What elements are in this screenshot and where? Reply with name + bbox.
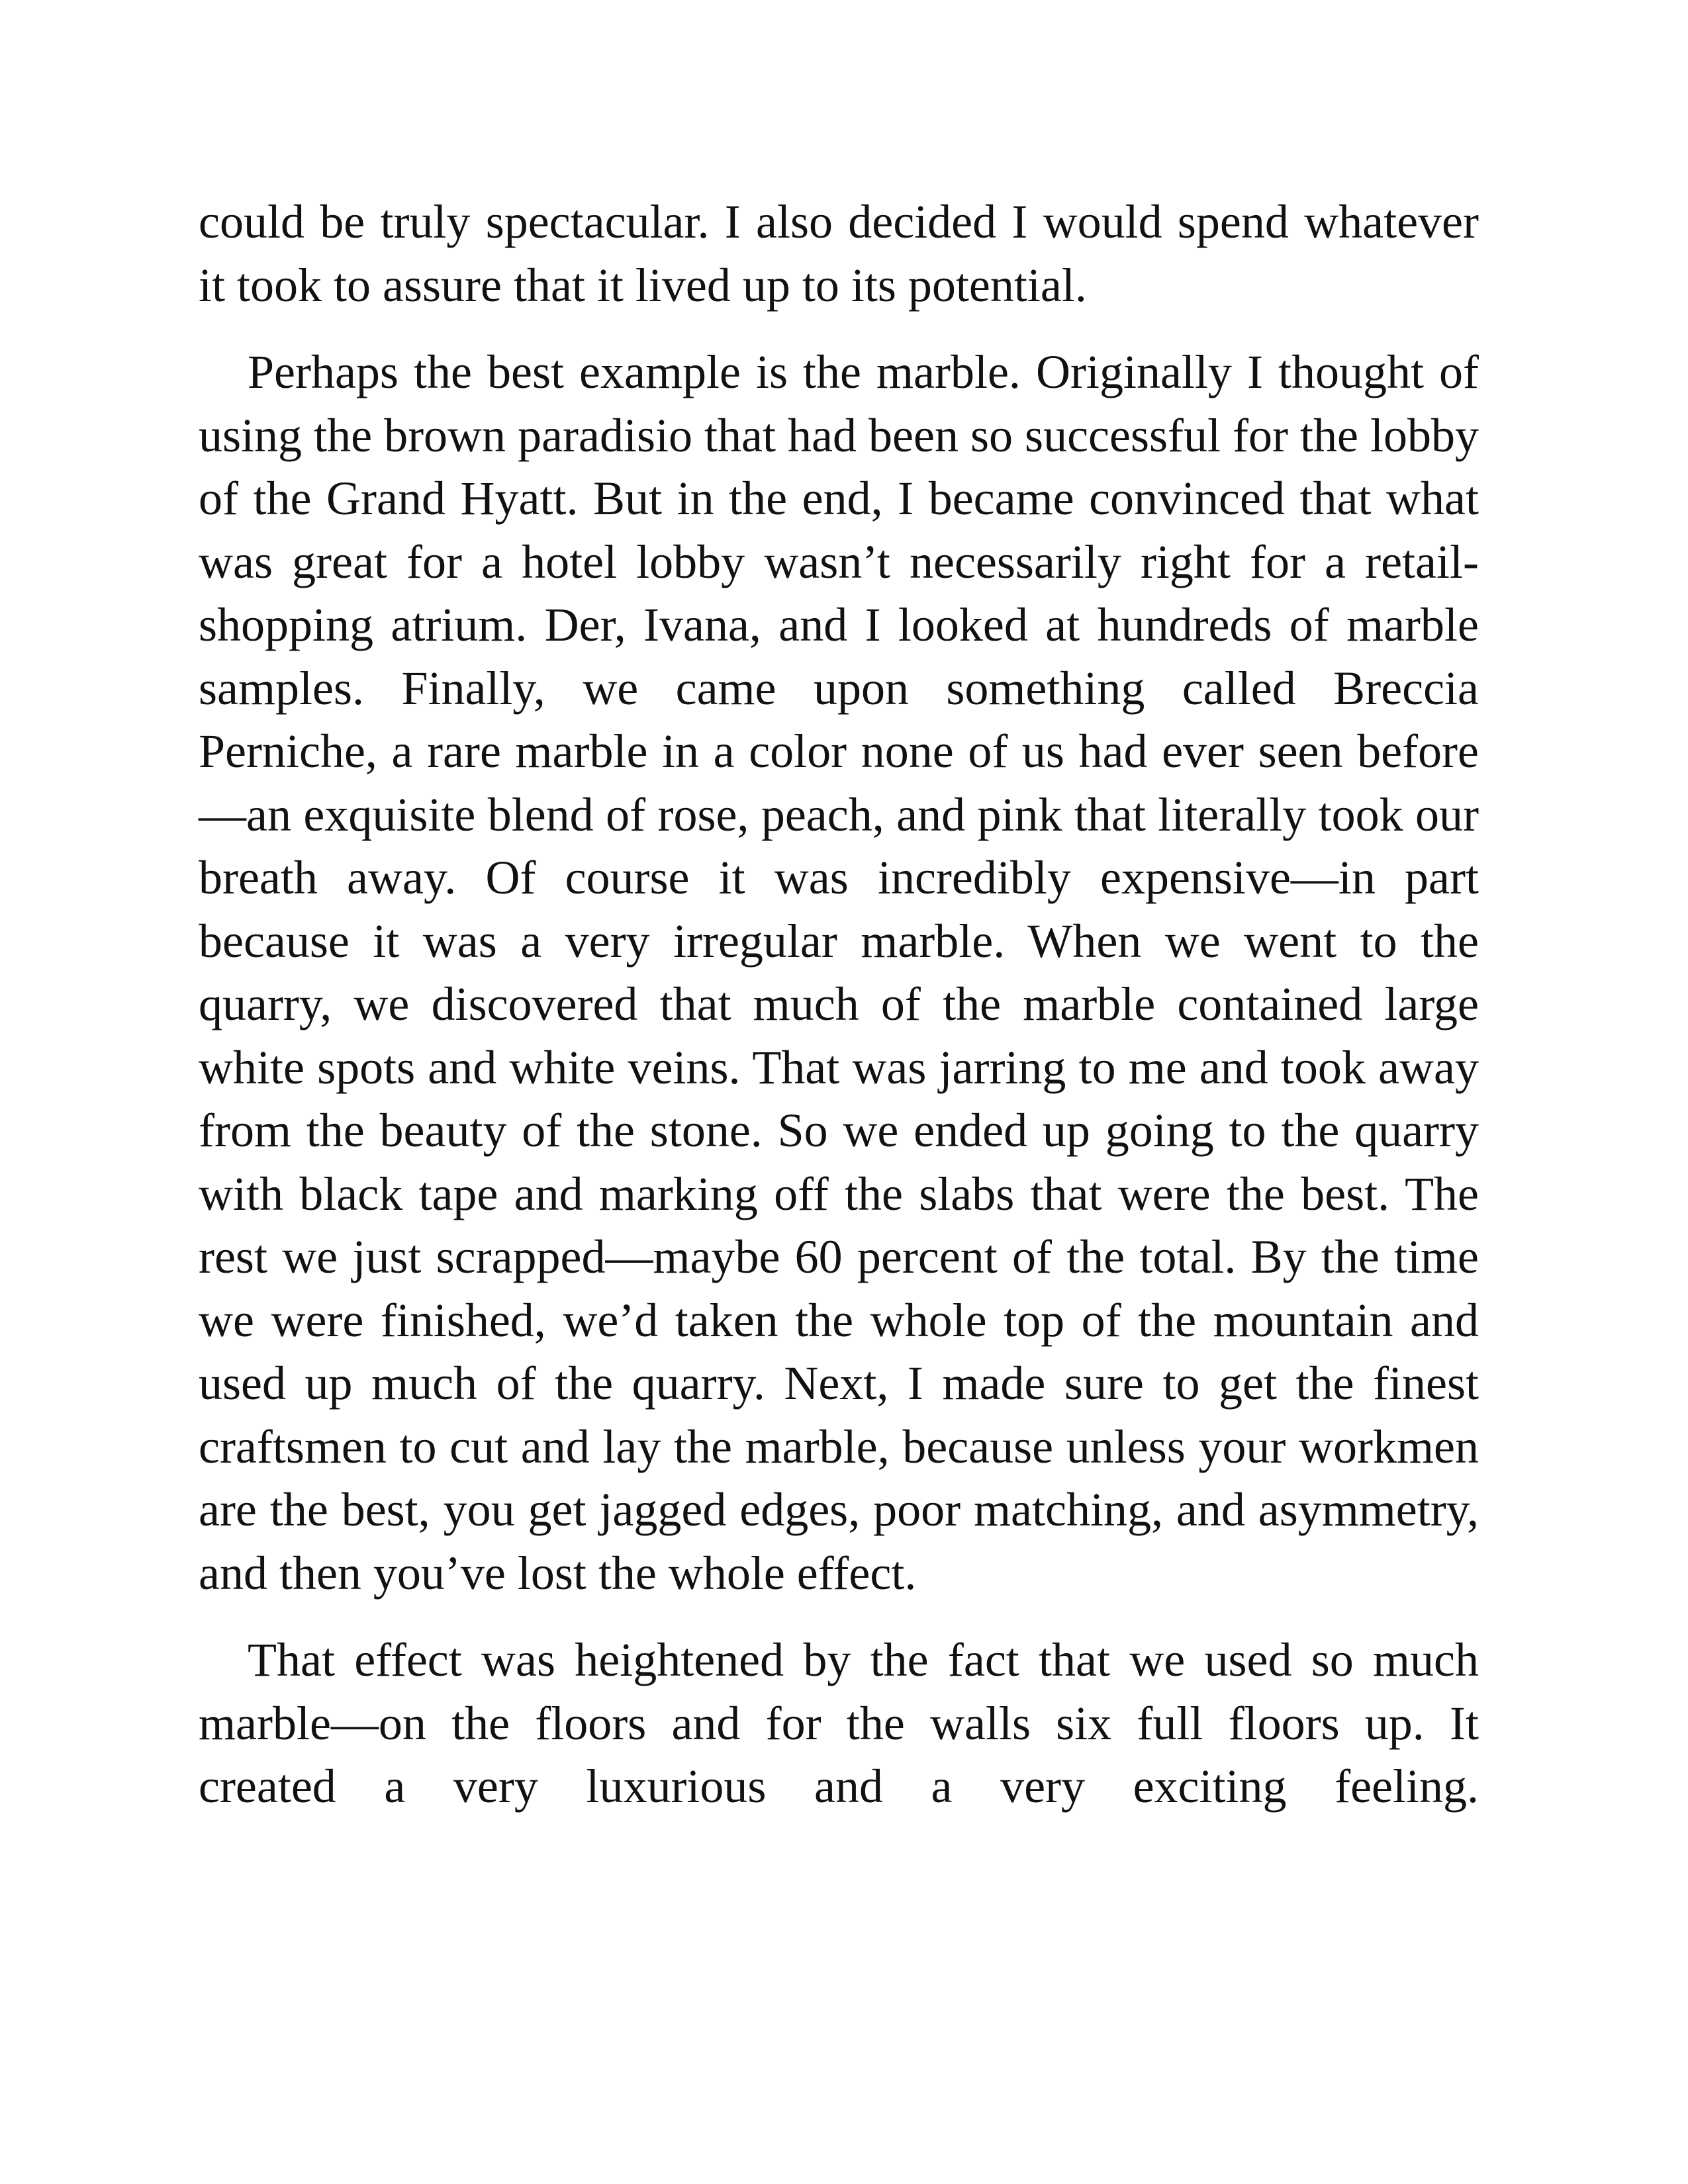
body-text <box>199 191 1479 1819</box>
paragraph-marble: Perhaps the best example is the marble. Originally I thought of using the brown paradisio that had been so successful for the lobby of the Grand Hyatt. But in the end, I became convinced that what was great for a hotel lobby wasn’t necessarily right for a retail-shopping atrium. Der, Ivana, and I looked at hundreds of marble samples. Finally, we came upon something called Breccia Perniche, a rare marble in a color none of us had ever seen before—an exquisite blend of rose, peach, and pink that literally took our breath away. Of course it was incredibly expensive—in part because it was a very irregular marble. When we went to the quarry, we discovered that much of the marble contained large white spots and white veins. That was jarring to me and took away from the beauty of the stone. So we ended up going to the quarry with black tape and marking off the slabs that were the best. The rest we just scrapped—maybe 60 percent of the total. By the time we were finished, we’d taken the whole top of the mountain and used up much of the quarry. Next, I made sure to get the finest craftsmen to cut and lay the marble, because unless your workmen are the best, you get jagged edges, poor matching, and asymmetry, and then you’ve lost the whole effect. <box>199 345 1479 1600</box>
paragraph-continued: could be truly spectacular. I also decided I would spend whatever it took to assure that it lived up to its potential. <box>199 195 1479 312</box>
paragraph-effect: That effect was heightened by the fact that we used so much marble—on the floors and for the walls six full floors up. It created a very luxurious and a very exciting feeling. <box>199 1633 1479 1813</box>
